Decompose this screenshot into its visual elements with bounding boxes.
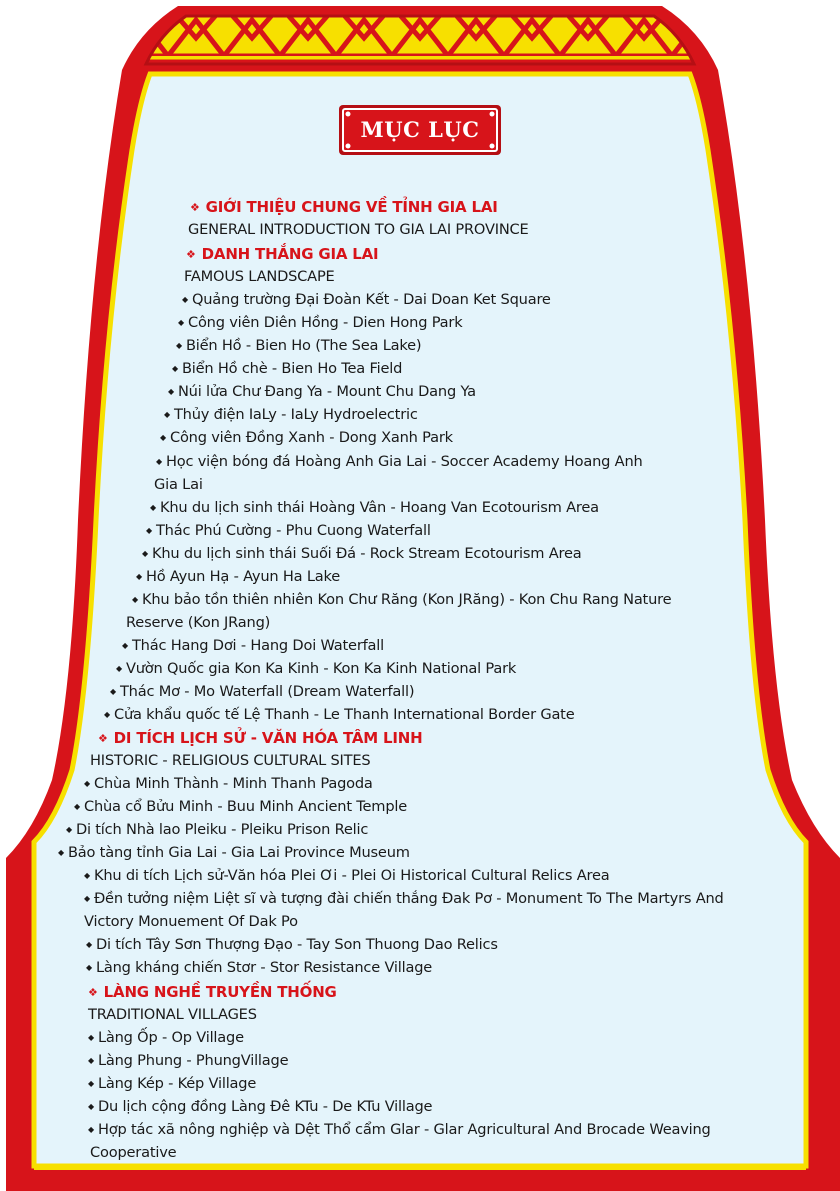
toc-item[interactable]: ◆ Thủy điện IaLy - IaLy Hydroelectric [164,406,418,426]
page-title: MỤC LỤC [360,117,480,142]
toc-item[interactable]: ◆ Di tích Nhà lao Pleiku - Pleiku Prison Relic [66,821,368,841]
toc-item[interactable]: ◆ Núi lửa Chư Đang Ya - Mount Chu Dang Ya [168,383,476,403]
toc-item[interactable]: ◆ Học viện bóng đá Hoàng Anh Gia Lai - Soccer Academy Hoang Anh [156,453,643,473]
toc-item[interactable]: ◆ Du lịch cộng đồng Làng Đê KTu - De KTu Village [88,1098,432,1118]
toc-item[interactable]: ◆ Công viên Diên Hồng - Dien Hong Park [178,314,462,334]
title-plate [338,104,502,156]
toc-item[interactable]: ◆ Làng kháng chiến Stơr - Stor Resistance Village [86,959,432,979]
toc-item[interactable]: ◆ Biển Hồ - Bien Ho (The Sea Lake) [176,337,421,357]
toc-item[interactable]: ◆ Hợp tác xã nông nghiệp và Dệt Thổ cẩm Glar - Glar Agricultural And Brocade Weaving [88,1121,711,1141]
toc-item[interactable]: ◆ Thác Phú Cường - Phu Cuong Waterfall [146,522,431,542]
toc-item[interactable]: ◆ Công viên Đồng Xanh - Dong Xanh Park [160,429,453,449]
toc-item[interactable]: ◆ Chùa cổ Bửu Minh - Buu Minh Ancient Temple [74,798,407,818]
section-heading-landscape[interactable]: ❖ DANH THẮNG GIA LAI [186,245,378,265]
section-subtitle-villages: TRADITIONAL VILLAGES [88,1006,257,1023]
toc-item[interactable]: ◆ Cửa khẩu quốc tế Lệ Thanh - Le Thanh International Border Gate [104,706,574,726]
toc-item[interactable]: ◆ Biển Hồ chè - Bien Ho Tea Field [172,360,402,380]
toc-item[interactable]: ◆ Vườn Quốc gia Kon Ka Kinh - Kon Ka Kinh National Park [116,660,516,680]
section-subtitle-historic: HISTORIC - RELIGIOUS CULTURAL SITES [90,752,371,769]
section-heading-historic[interactable]: ❖ DI TÍCH LỊCH SỬ - VĂN HÓA TÂM LINH [98,729,422,749]
toc-item[interactable]: ◆ Làng Phung - PhungVillage [88,1052,288,1072]
section-heading-intro[interactable]: ❖ GIỚI THIỆU CHUNG VỀ TỈNH GIA LAI [190,198,498,218]
toc-item[interactable]: ◆ Chùa Minh Thành - Minh Thanh Pagoda [84,775,373,795]
toc-item[interactable]: ◆ Bảo tàng tỉnh Gia Lai - Gia Lai Province Museum [58,844,410,864]
toc-item[interactable]: ◆ Khu du lịch sinh thái Hoàng Vân - Hoang Van Ecotourism Area [150,499,599,519]
toc-item[interactable]: ◆ Di tích Tây Sơn Thượng Đạo - Tay Son Thuong Dao Relics [86,936,498,956]
toc-item-continuation: Cooperative [90,1144,177,1161]
toc-item-continuation: Reserve (Kon JRang) [126,614,271,631]
toc-item[interactable]: ◆ Khu di tích Lịch sử-Văn hóa Plei Ơi - Plei Oi Historical Cultural Relics Area [84,867,610,887]
toc-item[interactable]: ◆ Làng Ốp - Op Village [88,1029,244,1049]
toc-item[interactable]: ◆ Làng Kép - Kép Village [88,1075,256,1095]
section-subtitle-intro: GENERAL INTRODUCTION TO GIA LAI PROVINCE [188,221,529,238]
toc-item[interactable]: ◆ Thác Hang Dơi - Hang Doi Waterfall [122,637,384,657]
roof-band [146,16,694,64]
toc-item[interactable]: ◆ Quảng trường Đại Đoàn Kết - Dai Doan Ket Square [182,291,551,311]
toc-item[interactable]: ◆ Hồ Ayun Hạ - Ayun Ha Lake [136,568,340,588]
toc-item[interactable]: ◆ Thác Mơ - Mo Waterfall (Dream Waterfall) [110,683,414,703]
section-heading-villages[interactable]: ❖ LÀNG NGHỀ TRUYỀN THỐNG [88,983,337,1003]
toc-item-continuation: Victory Monuement Of Dak Po [84,913,298,930]
toc-item[interactable]: ◆ Khu du lịch sinh thái Suối Đá - Rock Stream Ecotourism Area [142,545,582,565]
section-subtitle-landscape: FAMOUS LANDSCAPE [184,268,335,285]
toc-item[interactable]: ◆ Đền tưởng niệm Liệt sĩ và tượng đài chiến thắng Đak Pơ - Monument To The Martyrs And [84,890,724,910]
toc-item-continuation: Gia Lai [154,476,203,493]
toc-item[interactable]: ◆ Khu bảo tồn thiên nhiên Kon Chư Răng (Kon JRăng) - Kon Chu Rang Nature [132,591,671,611]
